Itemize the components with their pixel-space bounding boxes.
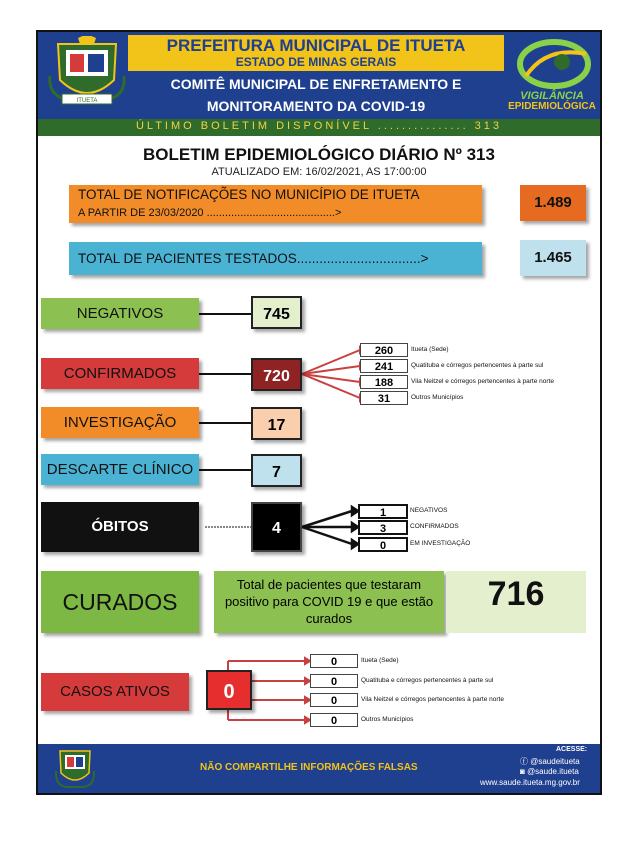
confirmed-breakdown-place: Quatituba e córregos pertencentes à parte sul bbox=[411, 362, 544, 369]
footer-message: NÃO COMPARTILHE INFORMAÇÕES FALSAS bbox=[200, 762, 418, 773]
updated-at: ATUALIZADO EM: 16/02/2021, AS 17:00:00 bbox=[211, 166, 427, 178]
negatives-label: NEGATIVOS bbox=[41, 298, 199, 329]
instagram-handle: @saude.itueta bbox=[527, 767, 579, 776]
deaths-breakdown-value: 3 bbox=[358, 520, 408, 535]
confirmed-breakdown-value: 260 bbox=[360, 343, 408, 357]
notifications-value: 1.489 bbox=[520, 185, 586, 221]
cured-value: 716 bbox=[487, 575, 545, 613]
committee-line-2: MONITORAMENTO DA COVID-19 bbox=[206, 98, 426, 114]
confirmed-breakdown-value: 188 bbox=[360, 375, 408, 389]
deaths-breakdown-status: CONFIRMADOS bbox=[410, 523, 459, 530]
active-breakdown-value: 0 bbox=[310, 654, 358, 668]
footer-crest-icon bbox=[52, 745, 98, 791]
cured-label: CURADOS bbox=[41, 571, 199, 633]
facebook-handle: @saudeitueta bbox=[530, 757, 580, 766]
page-title: PREFEITURA MUNICIPAL DE ITUETA bbox=[166, 36, 466, 55]
confirmed-breakdown-value: 241 bbox=[360, 359, 408, 373]
logo-text-epidemiologica: EPIDEMIOLÓGICA bbox=[508, 101, 596, 112]
confirmed-breakdown-value: 31 bbox=[360, 391, 408, 405]
notifications-label: TOTAL DE NOTIFICAÇÕES NO MUNICÍPIO DE ITUETA bbox=[78, 187, 420, 202]
active-breakdown-place: Outros Municípios bbox=[361, 716, 414, 723]
crest-text: ITUETA bbox=[76, 98, 98, 104]
deaths-breakdown-value: 1 bbox=[358, 504, 408, 519]
active-breakdown-place: Quatituba e córregos pertencentes à parte sul bbox=[361, 677, 494, 684]
deaths-label: ÓBITOS bbox=[41, 502, 199, 552]
instagram-link[interactable] bbox=[520, 767, 579, 776]
active-breakdown-value: 0 bbox=[310, 713, 358, 727]
confirmed-breakdown-place: Outros Municípios bbox=[411, 394, 464, 401]
footer-access-label: ACESSE: bbox=[556, 746, 588, 753]
logo-text-vigilancia: VIGILÂNCIA bbox=[520, 90, 584, 102]
confirmed-breakdown-place: Vila Neitzel e córregos pertencentes à parte norte bbox=[411, 378, 554, 385]
instagram-icon: ◙ bbox=[520, 767, 528, 776]
active-breakdown-value: 0 bbox=[310, 674, 358, 688]
active-cases-label: CASOS ATIVOS bbox=[41, 673, 189, 711]
notifications-sublabel: A PARTIR DE 23/03/2020 ..........................................> bbox=[78, 207, 342, 219]
investigation-label: INVESTIGAÇÃO bbox=[41, 407, 199, 438]
confirmed-breakdown-place: Itueta (Sede) bbox=[411, 346, 449, 353]
cured-description: Total de pacientes que testaram positivo para COVID 19 e que estão curados bbox=[214, 571, 444, 633]
deaths-breakdown-value: 0 bbox=[358, 537, 408, 552]
committee-line-1: COMITÊ MUNICIPAL DE ENFRETAMENTO E bbox=[170, 76, 462, 92]
facebook-icon: ⓕ bbox=[520, 757, 531, 766]
confirmed-value: 720 bbox=[251, 358, 302, 391]
active-breakdown-value: 0 bbox=[310, 693, 358, 707]
active-cases-value: 0 bbox=[206, 670, 252, 710]
active-breakdown-place: Vila Neitzel e córregos pertencentes à parte norte bbox=[361, 696, 504, 703]
last-bulletin-text: ÚLTIMO BOLETIM DISPONÍVEL ............... 313 bbox=[135, 120, 503, 132]
confirmed-label: CONFIRMADOS bbox=[41, 358, 199, 389]
clinical-discard-value: 7 bbox=[251, 454, 302, 487]
negatives-value: 745 bbox=[251, 296, 302, 329]
clinical-discard-label: DESCARTE CLÍNICO bbox=[41, 454, 199, 485]
tested-value: 1.465 bbox=[520, 240, 586, 276]
deaths-value: 4 bbox=[251, 502, 302, 552]
tested-label: TOTAL DE PACIENTES TESTADOS.................................> bbox=[78, 251, 429, 266]
active-breakdown-place: Itueta (Sede) bbox=[361, 657, 399, 664]
investigation-value: 17 bbox=[251, 407, 302, 440]
bulletin-title: BOLETIM EPIDEMIOLÓGICO DIÁRIO Nº 313 bbox=[143, 145, 495, 164]
state-name: ESTADO DE MINAS GERAIS bbox=[235, 55, 397, 69]
deaths-breakdown-status: EM INVESTIGAÇÃO bbox=[410, 540, 471, 547]
deaths-breakdown-status: NEGATIVOS bbox=[410, 507, 448, 514]
facebook-link[interactable] bbox=[520, 756, 580, 767]
website-link[interactable]: www.saude.itueta.mg.gov.br bbox=[480, 778, 580, 787]
